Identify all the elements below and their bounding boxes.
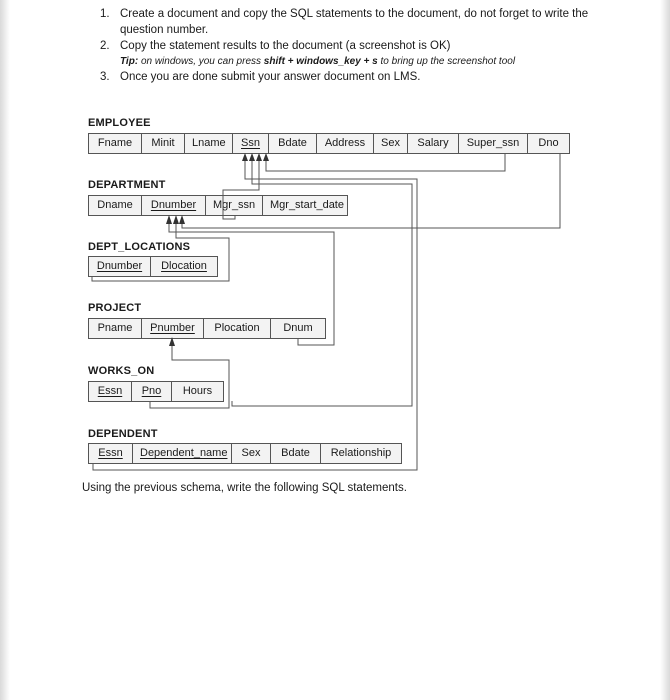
instruction-text: Create a document and copy the SQL statements to the document, do not forget to write the question number. (120, 8, 589, 36)
dept-locations-col-dnumber: Dnumber (89, 257, 151, 276)
tip-label: Tip: (120, 56, 139, 67)
project-table-title: PROJECT (88, 302, 142, 314)
department-col-dnumber: Dnumber (142, 196, 206, 215)
dependent-table-title: DEPENDENT (88, 428, 158, 440)
arrowhead-ssn-1 (242, 153, 248, 161)
dependent-col-relationship: Relationship (330, 447, 392, 459)
fk-line-works-on-essn (232, 161, 412, 406)
tip-post: to bring up the screenshot tool (380, 56, 516, 67)
employee-col-super-ssn: Super_ssn (459, 134, 528, 153)
project-col-dnum: Dnum (283, 322, 313, 334)
employee-col-lname: Lname (185, 134, 233, 153)
works-on-col-essn: Essn (89, 382, 132, 401)
dependent-col-dependent-name: Dependent_name (133, 444, 232, 463)
dependent-col-bdate: Bdate (271, 444, 321, 463)
employee-table-title: EMPLOYEE (88, 117, 151, 129)
arrowhead-pnumber (169, 337, 175, 346)
fk-line-dept-locations-dnumber (92, 224, 229, 281)
works-on-col-pno: Pno (132, 382, 172, 401)
fk-line-super-ssn (266, 153, 505, 171)
works-on-col-hours: Hours (182, 385, 213, 397)
employee-col-minit: Minit (142, 134, 185, 153)
dependent-col-essn: Essn (89, 444, 133, 463)
project-col-pnumber: Pnumber (142, 319, 204, 338)
department-table-title: DEPARTMENT (88, 179, 166, 191)
employee-col-bdate: Bdate (269, 134, 317, 153)
fk-line-pno (150, 346, 229, 408)
department-col-mgr-ssn: Mgr_ssn (206, 196, 263, 215)
department-col-mgr-start-date: Mgr_start_date (270, 199, 344, 211)
dept-locations-table-title: DEPT_LOCATIONS (88, 241, 191, 253)
instruction-number: 1. (100, 8, 110, 20)
employee-col-salary: Salary (408, 134, 459, 153)
project-col-pname: Pname (89, 319, 142, 338)
instruction-number: 3. (100, 71, 110, 83)
employee-col-ssn: Ssn (233, 134, 269, 153)
fk-line-mgr-ssn (223, 161, 259, 219)
arrowhead-dnumber-1 (166, 215, 172, 224)
arrowhead-ssn-3 (256, 153, 262, 161)
fk-line-dnum (169, 224, 334, 345)
tip-pre: on windows, you can press (140, 56, 262, 67)
dept-locations-col-dlocation: Dlocation (161, 260, 207, 272)
arrowhead-ssn-2 (249, 153, 255, 161)
instruction-text: Once you are done submit your answer document on LMS. (120, 71, 421, 83)
arrowhead-dnumber-2 (173, 215, 179, 224)
employee-col-sex: Sex (374, 134, 408, 153)
employee-col-dno: Dno (538, 137, 559, 149)
tip-keys: shift + windows_key + s (263, 56, 378, 67)
project-col-plocation: Plocation (204, 319, 271, 338)
dependent-col-sex: Sex (232, 444, 271, 463)
employee-col-fname: Fname (89, 134, 142, 153)
employee-col-address: Address (317, 134, 374, 153)
works-on-table-title: WORKS_ON (88, 365, 155, 377)
fk-line-dependent-essn (93, 161, 417, 470)
arrowhead-dnumber-3 (179, 215, 185, 224)
caption-text: Using the previous schema, write the following SQL statements. (82, 482, 407, 494)
instruction-text: Copy the statement results to the document (a screenshot is OK) (120, 40, 451, 52)
instruction-number: 2. (100, 40, 110, 52)
department-col-dname: Dname (89, 196, 142, 215)
arrowhead-ssn-4 (263, 153, 269, 161)
